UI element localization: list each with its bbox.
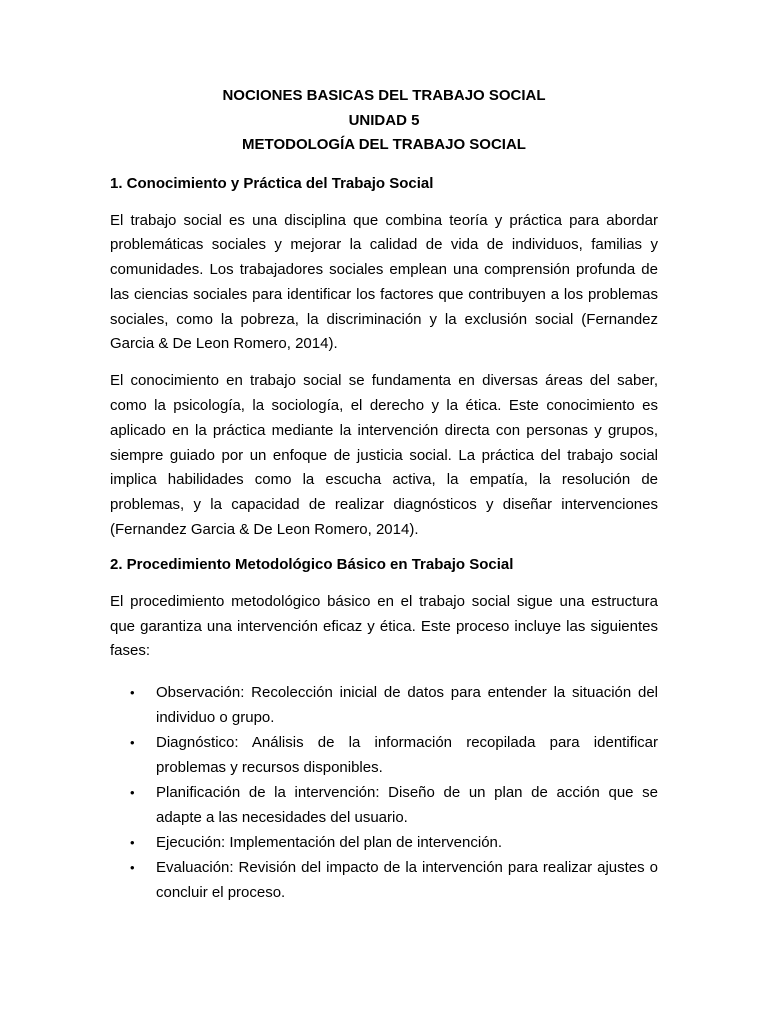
bullet-icon: •: [130, 685, 135, 701]
document-body: [110, 84, 658, 905]
list-item-diagnostico: [110, 730, 658, 780]
list-item-text: Diagnóstico: Análisis de la información recopilada para identificar problemas y recursos disponibles.: [156, 734, 658, 777]
phases-list: [110, 680, 658, 905]
list-item-text: Evaluación: Revisión del impacto de la intervención para realizar ajustes o concluir el proceso.: [156, 859, 658, 902]
list-item-text: Planificación de la intervención: Diseño de un plan de acción que se adapte a las necesidades del usuario.: [156, 784, 658, 827]
section-1-paragraph-2: El conocimiento en trabajo social se fundamenta en diversas áreas del saber, como la psicología, la sociología, el derecho y la ética. Este conocimiento es aplicado en la práctica mediante la intervención directa con personas y grupos, siempre guiado por un enfoque de justicia social. La práctica del trabajo social implica habilidades como la escucha activa, la empatía, la resolución de problemas, y la capacidad de realizar diagnósticos y diseñar intervenciones (Fernandez Garcia & De Leon Romero, 2014).: [110, 372, 658, 539]
bullet-icon: •: [130, 835, 135, 851]
section-1-paragraph-1: El trabajo social es una disciplina que combina teoría y práctica para abordar problemáticas sociales y mejorar la calidad de vida de individuos, familias y comunidades. Los trabajadores sociales emplean una comprensión profunda de las ciencias sociales para identificar los factores que contribuyen a los problemas sociales, como la pobreza, la discriminación y la exclusión social (Fernandez Garcia & De Leon Romero, 2014).: [110, 211, 658, 353]
list-item-planificacion: [110, 780, 658, 830]
bullet-icon: •: [130, 735, 135, 751]
bullet-icon: •: [130, 785, 135, 801]
title-line-course: NOCIONES BASICAS DEL TRABAJO SOCIAL: [222, 87, 546, 104]
list-item-evaluacion: [110, 855, 658, 905]
list-item-observacion: [110, 680, 658, 730]
section-2-intro: El procedimiento metodológico básico en el trabajo social sigue una estructura que garantiza una intervención eficaz y ética. Este proceso incluye las siguientes fases:: [110, 592, 658, 660]
document-title: [110, 84, 658, 158]
bullet-icon: •: [130, 860, 135, 876]
list-item-ejecucion: [110, 830, 658, 855]
list-item-text: Ejecución: Implementación del plan de intervención.: [156, 834, 503, 852]
section-1-heading: 1. Conocimiento y Práctica del Trabajo Social: [110, 174, 434, 192]
list-item-text: Observación: Recolección inicial de datos para entender la situación del individuo o grupo.: [156, 684, 658, 727]
title-line-topic: METODOLOGÍA DEL TRABAJO SOCIAL: [242, 136, 526, 153]
title-line-unit: UNIDAD 5: [348, 111, 420, 129]
section-2-heading: 2. Procedimiento Metodológico Básico en Trabajo Social: [110, 555, 514, 573]
